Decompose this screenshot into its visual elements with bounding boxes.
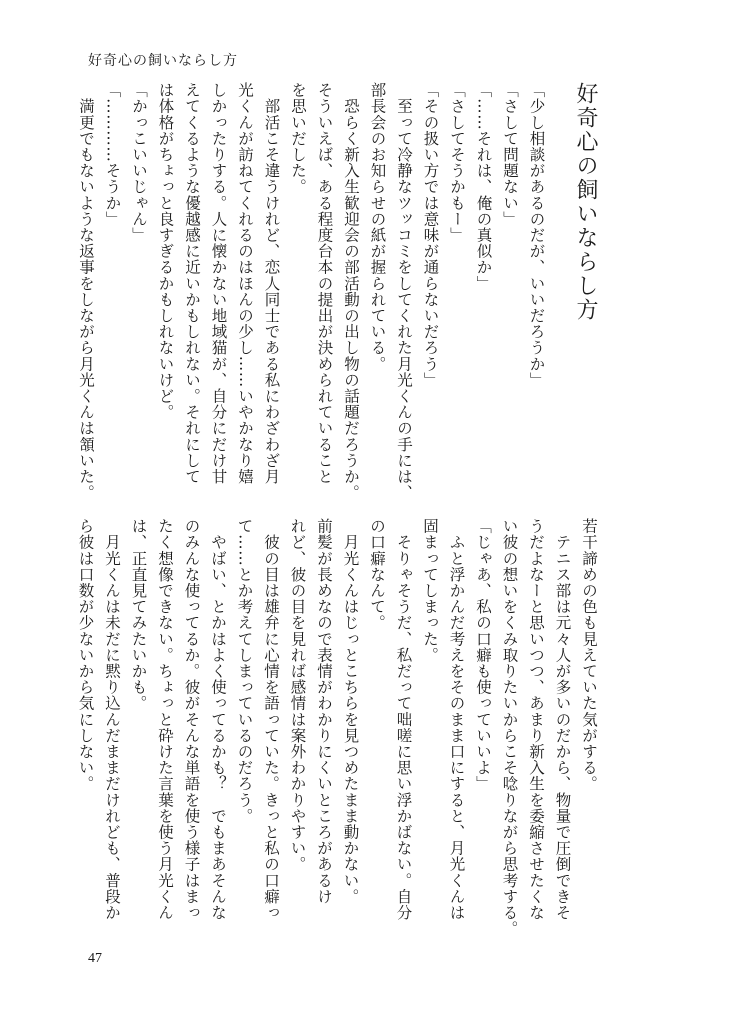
text-line: を思いだした。 xyxy=(289,82,307,195)
text-line: えてくるような優越感に近いかもしれない。それにして xyxy=(183,82,201,485)
text-line: は、正直見てみたいかも。 xyxy=(129,518,148,712)
text-line: 光くんが訪ねてくれるのはほんの少し……いやかなり嬉 xyxy=(236,82,254,485)
text-line: しかったりする。人に懐かない地域猫が、自分にだけ甘 xyxy=(209,82,228,485)
text-line: て……とか考えてしまっているのだろう。 xyxy=(235,518,254,824)
text-line: テニス部は元々人が多いのだから、物量で圧倒できそ xyxy=(553,518,572,921)
text-line: 「……それは、俺の真似か」 xyxy=(474,82,493,292)
text-line: やばい、とかはよく使ってるかも？ でもまあそんな xyxy=(209,518,227,921)
bottom-text-column xyxy=(72,518,602,938)
text-line: 固まってしまった。 xyxy=(421,518,439,663)
text-line: うだよなーと思いつつ、あまり新入生を委縮させたくな xyxy=(527,518,545,921)
text-line: れど、彼の目を見れば感情は案外わかりやすい。 xyxy=(288,518,307,873)
text-line: 前髪が長めなので表情がわかりにくいところがあるけ xyxy=(315,518,333,905)
text-line: ふと浮かんだ考えをそのまま口にすると、月光くんは xyxy=(447,518,466,921)
text-line: のみんな使ってるか。彼がそんな単語を使う様子はまっ xyxy=(182,518,201,921)
chapter-title: 好奇心の飼いならし方 xyxy=(573,82,598,322)
page-number: 47 xyxy=(88,951,102,966)
text-line: 部長会のお知らせの紙が握られている。 xyxy=(368,82,387,372)
text-line: 「さしてそうかもー」 xyxy=(448,82,466,243)
text-line: 「その扱い方では意味が通らないだろう」 xyxy=(421,82,440,388)
text-line: ら彼は口数が少ないから気にしない。 xyxy=(76,518,95,792)
text-line: 「かっこいいじゃん」 xyxy=(130,82,148,243)
text-line: そりゃそうだ、私だって咄嗟に思い浮かばない。自分 xyxy=(394,518,413,921)
text-line: の口癖なんて。 xyxy=(368,518,386,631)
text-line: 「じゃあ、私の口癖も使っていいよ」 xyxy=(474,518,492,792)
text-line: 彼の目は雄弁に心情を語っていた。きっと私の口癖っ xyxy=(262,518,280,921)
text-line: 月光くんはじっとこちらを見つめたまま動かない。 xyxy=(341,518,360,905)
text-line: 若干諦めの色も見えていた気がする。 xyxy=(580,518,598,792)
text-line: たく想像できない。ちょっと砕けた言葉を使う月光くん xyxy=(156,518,174,921)
top-text-column xyxy=(73,82,603,502)
text-line: 満更でもないような返事をしながら月光くんは頷いた。 xyxy=(77,82,95,501)
text-line: 恐らく新入生歓迎会の部活動の出し物の話題だろうか。 xyxy=(342,82,360,501)
text-line: い彼の想いをくみ取りたいからこそ唸りながら思考する。 xyxy=(500,518,519,937)
text-line: は体格がちょっと良すぎるかもしれないけど。 xyxy=(156,82,175,421)
text-line: 「少し相談があるのだが、いいだろうか」 xyxy=(527,82,546,388)
text-line: 至って冷静なツッコミをしてくれた月光くんの手には、 xyxy=(395,82,413,501)
text-line: 月光くんは未だに黙り込んだままだけれども、普段か xyxy=(103,518,121,921)
running-header: 好奇心の飼いならし方 xyxy=(88,53,238,69)
text-line: 「…………そうか」 xyxy=(103,82,122,227)
text-line: 「さして問題ない」 xyxy=(501,82,519,227)
text-line: そういえば、ある程度台本の提出が決められていること xyxy=(315,82,334,485)
text-line: 部活こそ違うけれど、恋人同士である私にわざわざ月 xyxy=(262,82,281,485)
